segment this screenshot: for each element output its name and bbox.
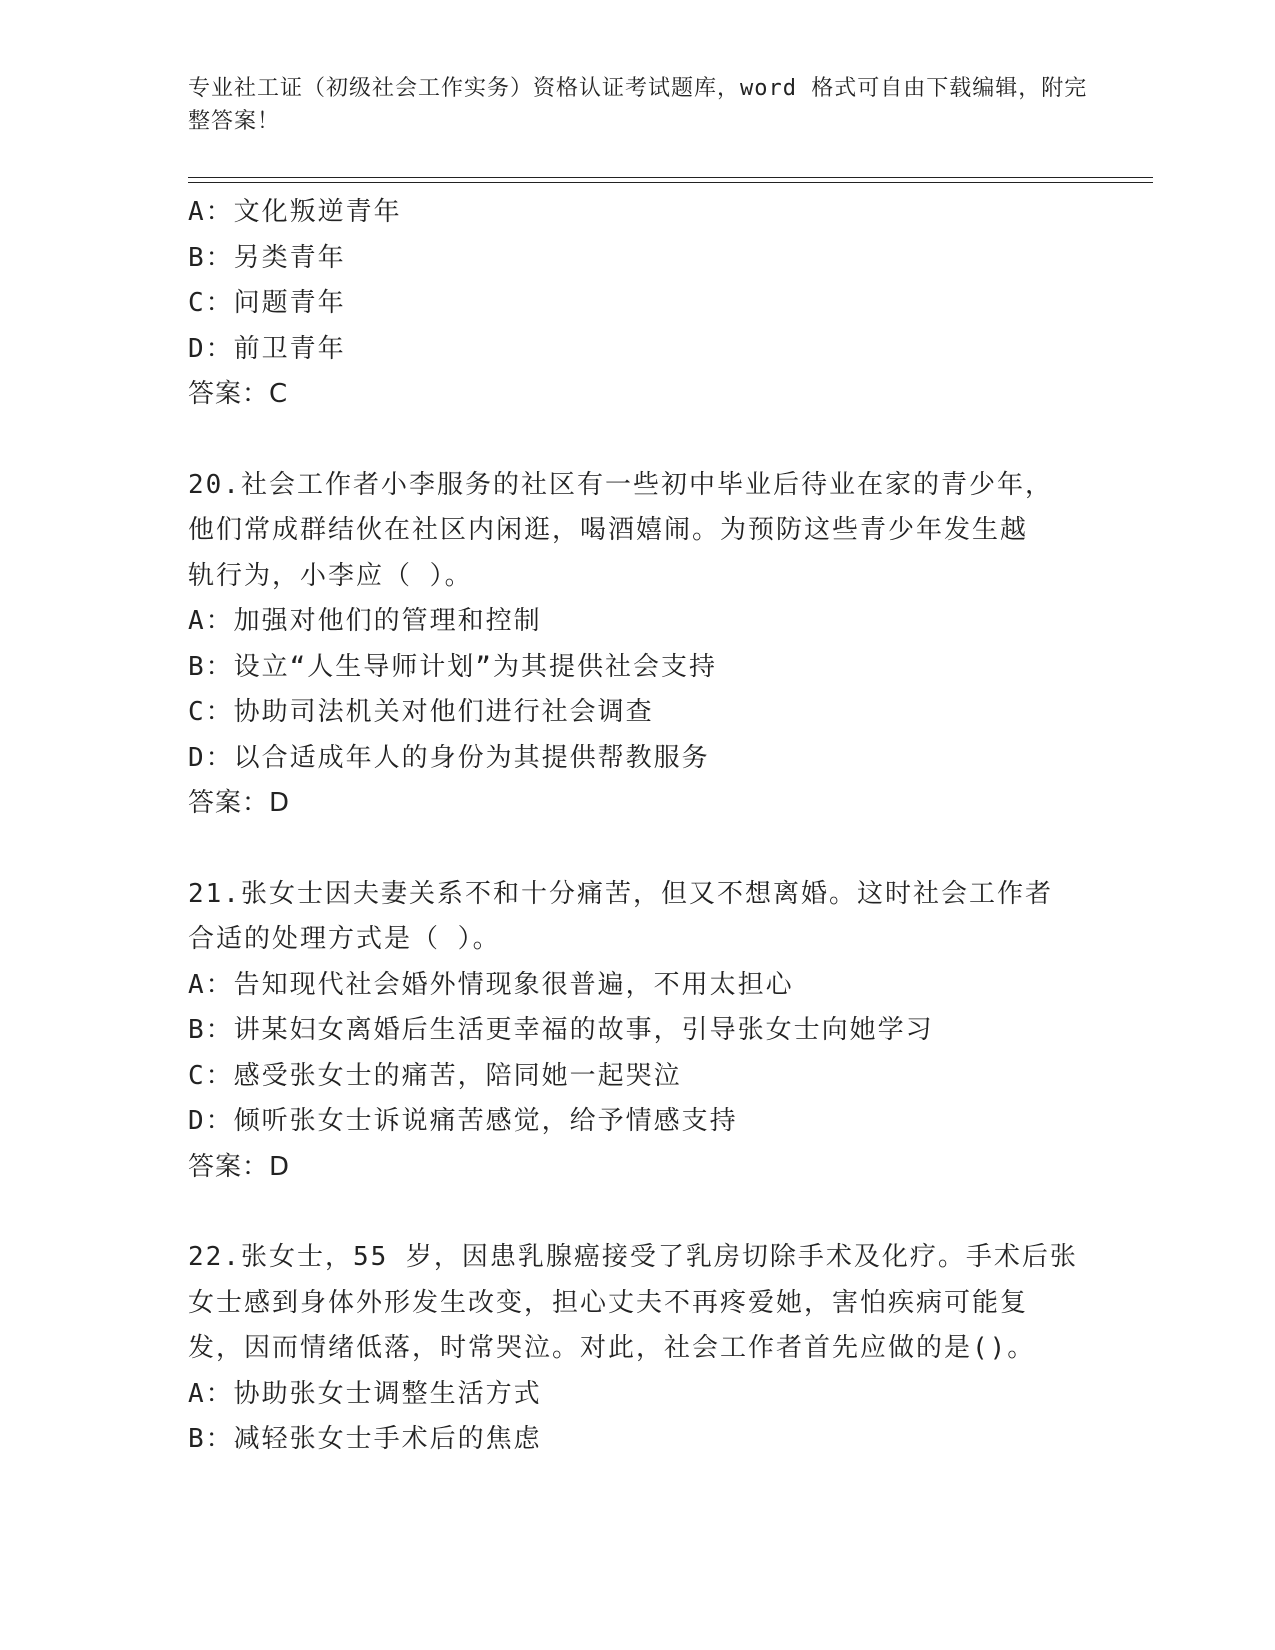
spacer	[188, 827, 1088, 872]
question-content	[188, 190, 1088, 1463]
option-b: B：减轻张女士手术后的焦虑	[188, 1424, 542, 1454]
question-line: 轨行为，小李应（ ）。	[188, 560, 473, 591]
question-line: 21.张女士因夫妻关系不和十分痛苦，但又不想离婚。这时社会工作者	[188, 878, 1053, 909]
question-stem	[188, 463, 1088, 600]
option-c: C：问题青年	[188, 288, 346, 318]
header-rule-top	[188, 177, 1153, 178]
question-line: 他们常成群结伙在社区内闲逛，喝酒嬉闹。为预防这些青少年发生越	[188, 515, 1029, 545]
option-d: D：前卫青年	[188, 333, 346, 364]
option-a: A：告知现代社会婚外情现象很普遍，不用太担心	[188, 969, 794, 1000]
question-line: 22.张女士，55 岁，因患乳腺癌接受了乳房切除手术及化疗。手术后张	[188, 1242, 1078, 1272]
spacer	[188, 418, 1088, 463]
option-c: C：感受张女士的痛苦，陪同她一起哭泣	[188, 1060, 682, 1091]
question-line: 女士感到身体外形发生改变，担心丈夫不再疼爱她，害怕疾病可能复	[188, 1287, 1029, 1318]
answer: 答案：D	[188, 788, 291, 818]
page-header: 专业社工证（初级社会工作实务）资格认证考试题库，word 格式可自由下载编辑，附完整答案！	[188, 76, 1088, 134]
option-b: B：讲某妇女离婚后生活更幸福的故事，引导张女士向她学习	[188, 1015, 934, 1045]
question-stem	[188, 872, 1088, 963]
option-c: C：协助司法机关对他们进行社会调查	[188, 697, 654, 727]
answer: 答案：D	[188, 1151, 291, 1182]
question-line: 20.社会工作者小李服务的社区有一些初中毕业后待业在家的青少年，	[188, 469, 1053, 500]
option-a: A：加强对他们的管理和控制	[188, 606, 542, 636]
answer: 答案：C	[188, 379, 289, 409]
question-21-block	[188, 872, 1088, 1191]
question-22-block	[188, 1235, 1088, 1463]
option-b: B：另类青年	[188, 242, 346, 273]
question-stem	[188, 1235, 1088, 1372]
question-line: 发，因而情绪低落，时常哭泣。对此，社会工作者首先应做的是()。	[188, 1333, 1036, 1363]
question-line: 合适的处理方式是（ ）。	[188, 924, 501, 954]
option-d: D：倾听张女士诉说痛苦感觉，给予情感支持	[188, 1106, 738, 1136]
option-b: B：设立“人生导师计划”为其提供社会支持	[188, 651, 717, 682]
question-19-block	[188, 190, 1088, 418]
spacer	[188, 1190, 1088, 1235]
header-rule-bottom	[188, 182, 1153, 183]
option-a: A：协助张女士调整生活方式	[188, 1378, 542, 1409]
option-d: D：以合适成年人的身份为其提供帮教服务	[188, 742, 710, 773]
option-a: A：文化叛逆青年	[188, 197, 402, 227]
question-20-block	[188, 463, 1088, 827]
